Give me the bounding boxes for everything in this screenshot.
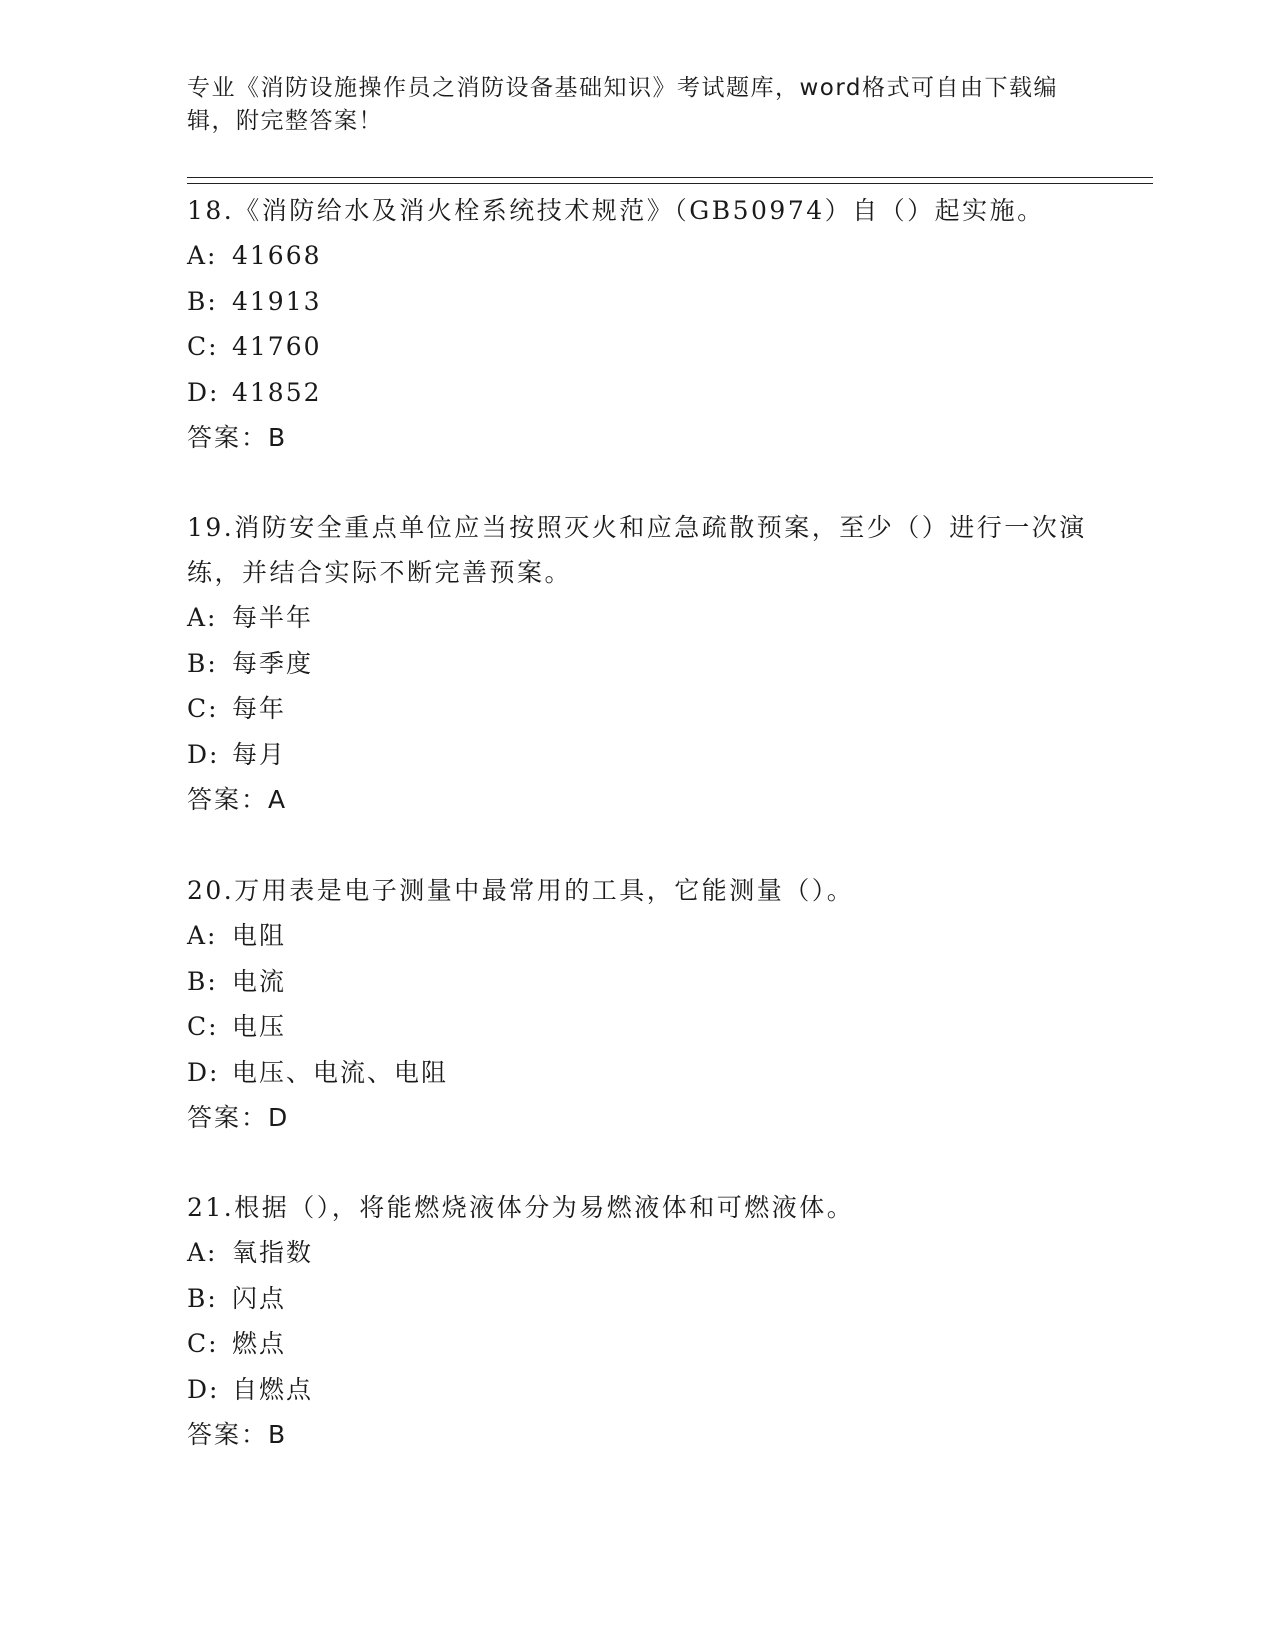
option-text: 电压 — [232, 1012, 287, 1041]
answer-line: 答案：A — [187, 785, 288, 814]
option-text: 闪点 — [232, 1283, 287, 1313]
header-divider-bottom — [187, 183, 1153, 184]
option-text: 燃点 — [232, 1329, 287, 1358]
option-text: 41852 — [232, 377, 322, 407]
option-c — [187, 686, 1087, 732]
option-d — [187, 1367, 1087, 1413]
option-key: A: — [187, 1238, 218, 1267]
option-b — [187, 1276, 1087, 1322]
answer-line: 答案：B — [187, 1420, 288, 1449]
option-a — [187, 595, 1087, 641]
option-a — [187, 913, 1087, 959]
header-divider-top — [187, 177, 1153, 178]
option-text: 电流 — [232, 966, 287, 996]
question-20 — [187, 868, 1087, 1140]
option-text: 电压、电流、电阻 — [232, 1057, 449, 1087]
option-key: C: — [187, 694, 219, 723]
question-19 — [187, 505, 1087, 822]
option-key: B: — [187, 648, 218, 678]
option-text: 每年 — [232, 694, 287, 723]
option-b — [187, 641, 1087, 687]
document-header: 专业《消防设施操作员之消防设备基础知识》考试题库，word格式可自由下载编辑，附完整答案！ — [187, 75, 1059, 134]
option-text: 电阻 — [232, 921, 287, 950]
question-stem: 21.根据（），将能燃烧液体分为易燃液体和可燃液体。 — [187, 1193, 855, 1222]
option-c — [187, 324, 1087, 370]
question-18 — [187, 188, 1087, 460]
question-stem: 19.消防安全重点单位应当按照灭火和应急疏散预案，至少（）进行一次演练，并结合实际不断完善预案。 — [187, 513, 1087, 587]
option-text: 每季度 — [232, 648, 314, 678]
option-text: 自燃点 — [232, 1374, 314, 1404]
option-key: D: — [187, 377, 220, 407]
answer-line: 答案：B — [187, 423, 288, 452]
option-a — [187, 233, 1087, 279]
option-c — [187, 1004, 1087, 1050]
option-key: B: — [187, 1283, 218, 1313]
option-d — [187, 370, 1087, 416]
option-key: A: — [187, 921, 218, 950]
option-key: C: — [187, 1012, 219, 1041]
option-text: 41913 — [232, 286, 322, 316]
option-key: C: — [187, 1329, 219, 1358]
option-text: 41668 — [232, 241, 322, 270]
option-c — [187, 1321, 1087, 1367]
question-21 — [187, 1185, 1087, 1457]
option-text: 41760 — [232, 332, 322, 361]
option-key: B: — [187, 286, 218, 316]
option-key: A: — [187, 241, 218, 270]
option-key: B: — [187, 966, 218, 996]
answer-line: 答案：D — [187, 1103, 290, 1132]
option-text: 每半年 — [232, 603, 314, 632]
option-text: 氧指数 — [232, 1238, 314, 1267]
option-b — [187, 959, 1087, 1005]
question-stem: 20.万用表是电子测量中最常用的工具，它能测量（）。 — [187, 876, 855, 905]
option-key: D: — [187, 1057, 220, 1087]
option-key: C: — [187, 332, 219, 361]
option-text: 每月 — [232, 739, 287, 769]
option-b — [187, 279, 1087, 325]
option-a — [187, 1230, 1087, 1276]
option-d — [187, 1050, 1087, 1096]
option-key: D: — [187, 1374, 220, 1404]
question-stem: 18.《消防给水及消火栓系统技术规范》（GB50974）自（）起实施。 — [187, 196, 1045, 225]
option-key: D: — [187, 739, 220, 769]
option-key: A: — [187, 603, 218, 632]
option-d — [187, 732, 1087, 778]
